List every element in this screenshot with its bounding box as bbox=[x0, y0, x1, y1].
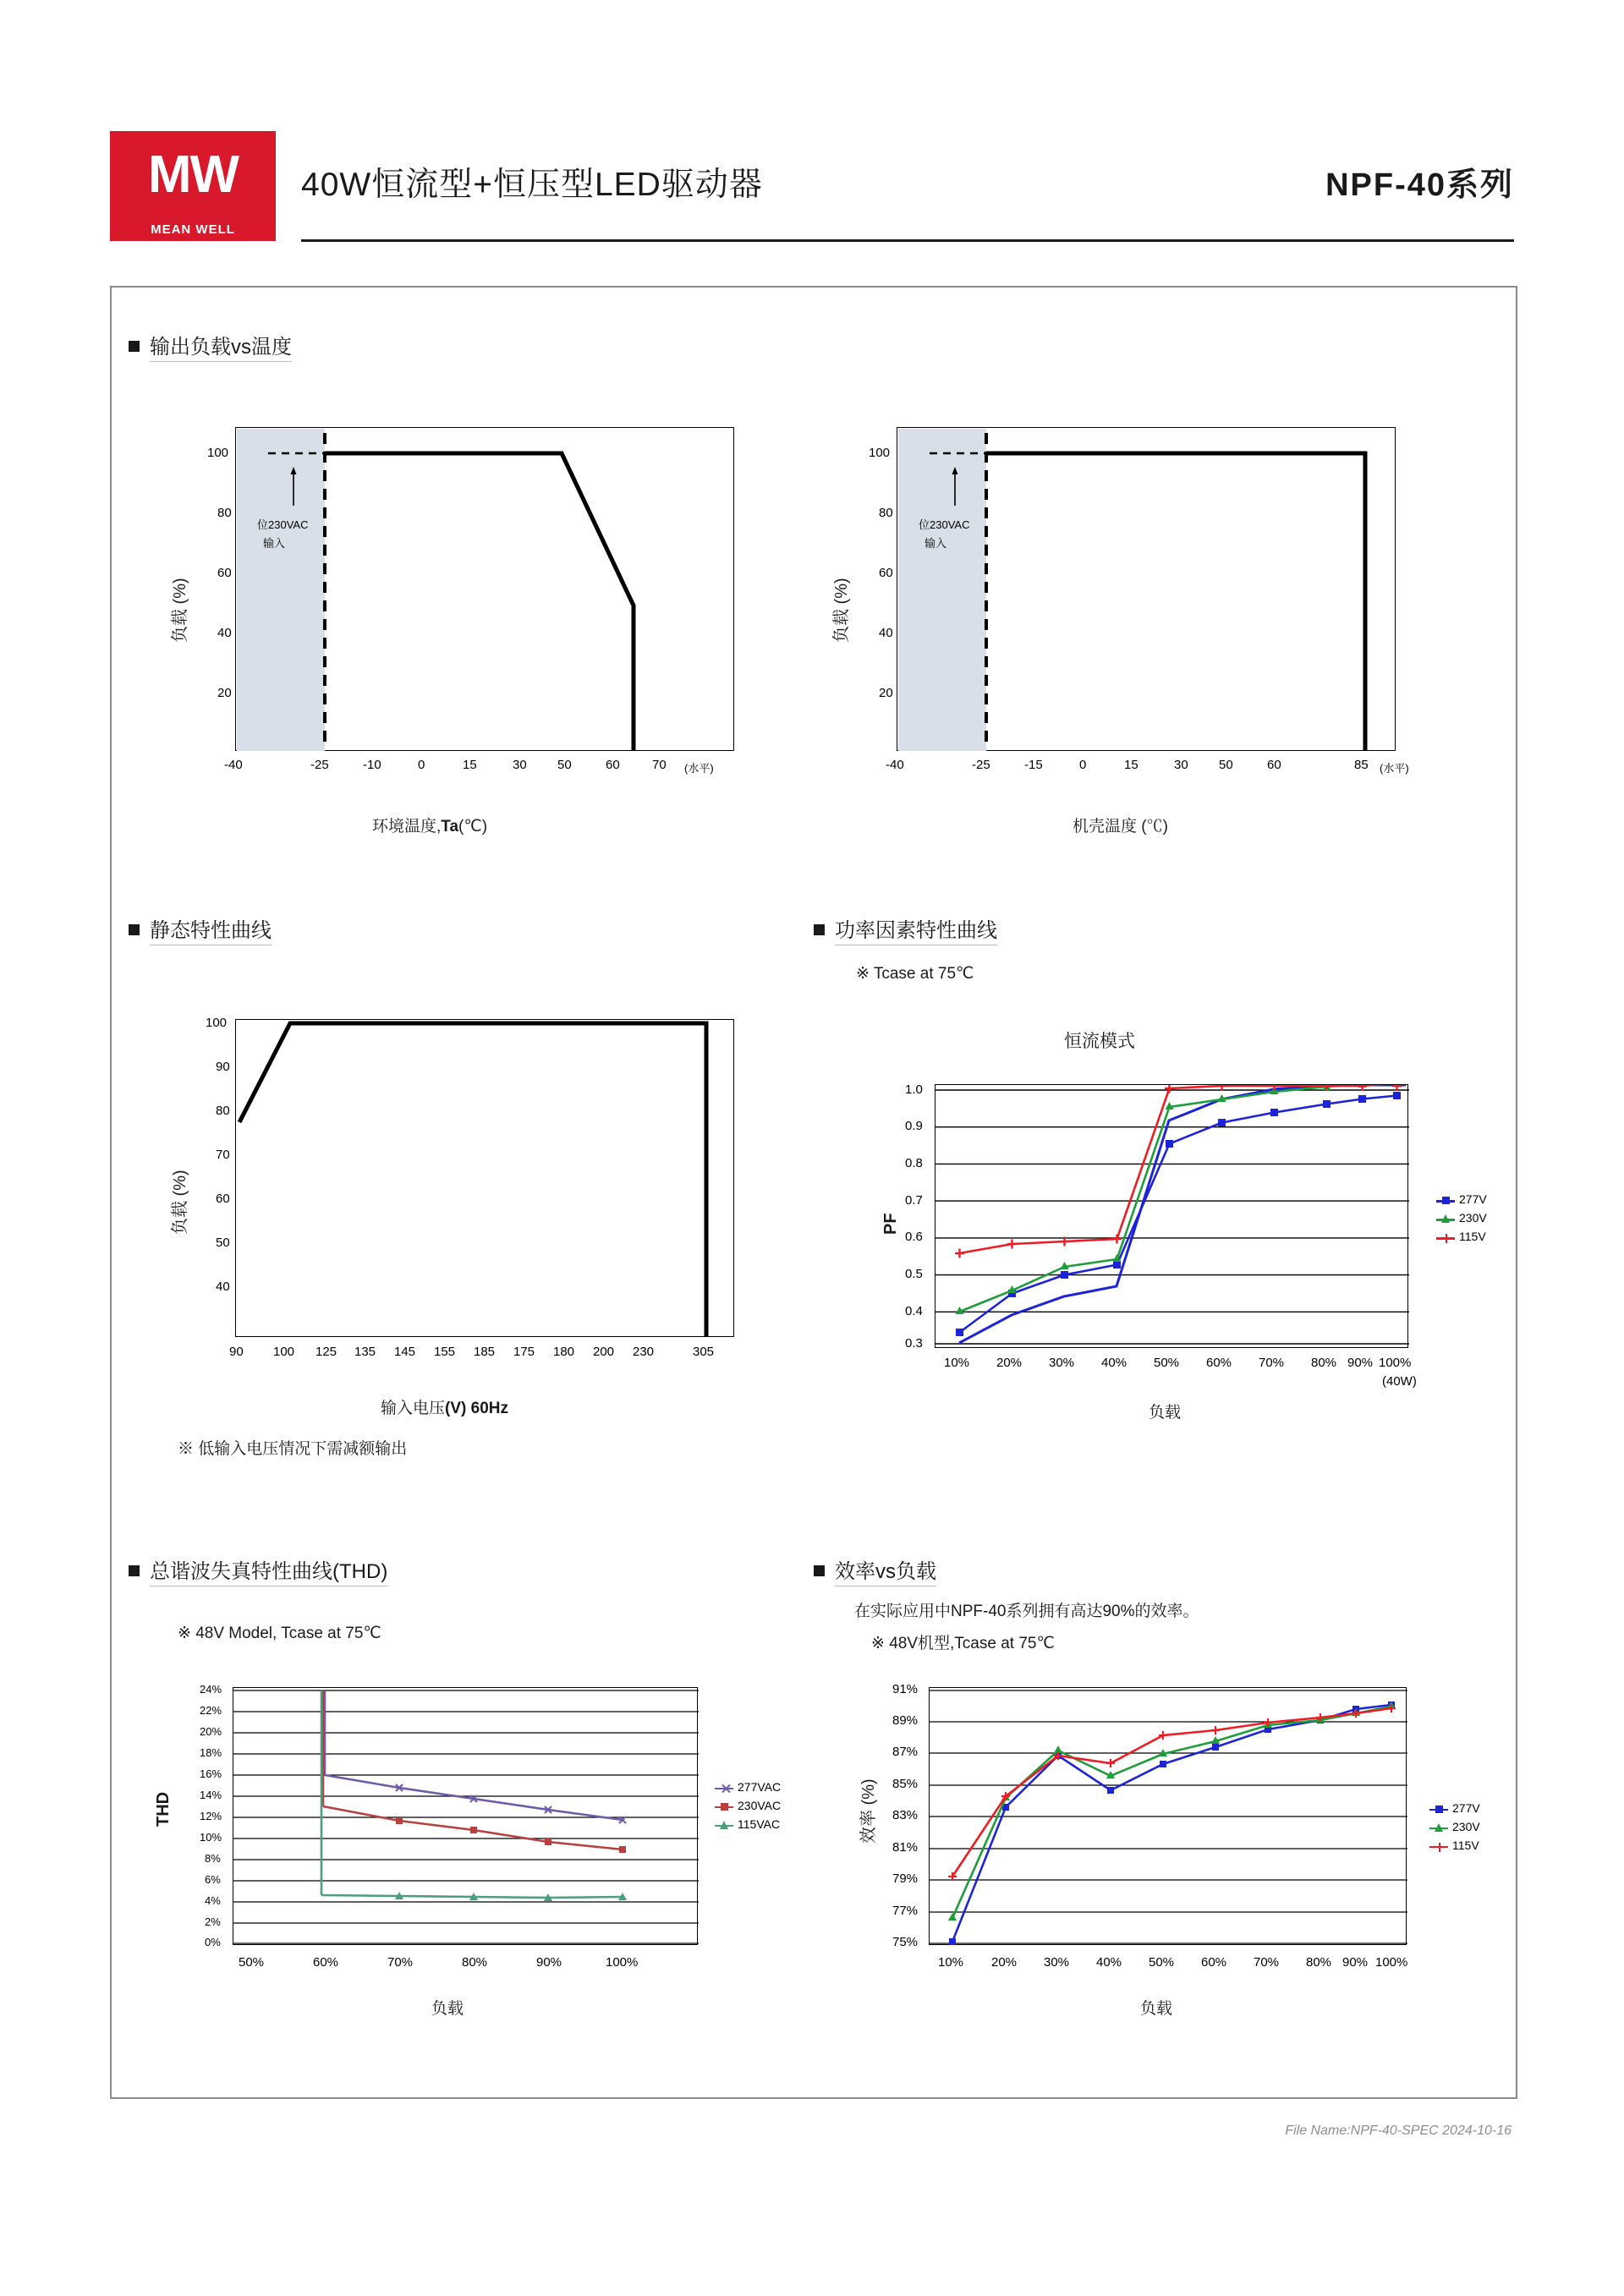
xtick: -25 bbox=[310, 758, 329, 772]
section-label: 功率因素特性曲线 bbox=[835, 919, 997, 945]
note-efficiency-text: 在实际应用中NPF-40系列拥有高达90%的效率。 bbox=[854, 1603, 1199, 1620]
xtick: 30 bbox=[1174, 758, 1188, 772]
note-thd-model: ※ 48V Model, Tcase at 75℃ bbox=[178, 1625, 381, 1642]
page-title: 40W恒流型+恒压型LED驱动器 bbox=[301, 167, 763, 203]
xtick: 135 bbox=[354, 1345, 376, 1359]
ytick: 0.5 bbox=[905, 1267, 923, 1281]
xtick: 90 bbox=[229, 1345, 244, 1359]
section-label: 效率vs负载 bbox=[835, 1560, 936, 1586]
xtick: 10% bbox=[944, 1356, 970, 1370]
thd-xlabel: 负载 bbox=[431, 2000, 464, 2018]
chart-ambient-temp-derating bbox=[207, 427, 734, 775]
ytick: 18% bbox=[200, 1746, 222, 1759]
chart1-xlabel-bold: Ta bbox=[441, 818, 459, 836]
xtick: 60% bbox=[1201, 1955, 1227, 1970]
xtick: 100% bbox=[1375, 1955, 1408, 1970]
ytick: 60 bbox=[216, 1192, 230, 1206]
section-label: 总谐波失真特性曲线(THD) bbox=[150, 1560, 387, 1586]
chart-efficiency bbox=[892, 1682, 1408, 1970]
ytick: 8% bbox=[205, 1852, 221, 1865]
xtick: 175 bbox=[513, 1345, 535, 1359]
ytick: 90 bbox=[216, 1060, 230, 1074]
legend-marker-230v bbox=[1429, 1823, 1448, 1833]
ytick: 4% bbox=[205, 1894, 221, 1907]
ytick: 50 bbox=[216, 1236, 230, 1250]
section-heading-static-curve bbox=[129, 913, 272, 943]
xtick: -10 bbox=[363, 758, 381, 772]
ytick: 12% bbox=[200, 1810, 222, 1822]
xtick: 200 bbox=[593, 1345, 615, 1359]
xtick: 50% bbox=[1154, 1356, 1180, 1370]
ytick: 100 bbox=[207, 446, 229, 460]
ytick: 24% bbox=[200, 1683, 222, 1696]
inline-note-input: 输入 bbox=[924, 537, 947, 550]
xtick: 60% bbox=[1206, 1356, 1232, 1370]
logo-mw-text: MW bbox=[147, 145, 239, 204]
ytick: 100 bbox=[206, 1016, 228, 1030]
derating-curve bbox=[236, 428, 735, 752]
efficiency-ylabel: 效率 (%) bbox=[859, 1778, 878, 1844]
xtick: 40% bbox=[1101, 1356, 1127, 1370]
xtick: 50 bbox=[557, 758, 572, 772]
efficiency-legend bbox=[1429, 1801, 1480, 1857]
ytick: 80 bbox=[217, 506, 232, 520]
xtick: 60 bbox=[606, 758, 620, 772]
xtick: 100 bbox=[273, 1345, 295, 1359]
ytick: 75% bbox=[892, 1935, 919, 1949]
xtick: 305 bbox=[693, 1345, 715, 1359]
bullet-icon bbox=[129, 1565, 140, 1576]
xtick: 30% bbox=[1044, 1955, 1070, 1970]
chart2-ylabel: 负载 (%) bbox=[832, 578, 851, 643]
legend-label: 115V bbox=[1459, 1230, 1486, 1243]
xtick: 80% bbox=[462, 1955, 488, 1970]
ytick: 40 bbox=[217, 626, 232, 640]
static-curve bbox=[236, 1020, 735, 1338]
bullet-icon bbox=[814, 924, 825, 935]
note-low-input: ※ 低输入电压情况下需减额输出 bbox=[178, 1440, 408, 1458]
note-tcase75: ※ Tcase at 75℃ bbox=[856, 965, 974, 983]
xtick: 50% bbox=[239, 1955, 265, 1970]
xtick: -15 bbox=[1024, 758, 1043, 772]
legend-marker-230v bbox=[1436, 1214, 1455, 1225]
thd-legend bbox=[715, 1780, 781, 1836]
ytick: 60 bbox=[217, 566, 232, 580]
xtick: 125 bbox=[315, 1345, 337, 1359]
ytick: 20 bbox=[217, 686, 232, 700]
section-heading-load-vs-temp bbox=[129, 330, 292, 359]
ytick: 0.4 bbox=[905, 1304, 923, 1318]
chart1-xlabel-unit: (℃) bbox=[458, 818, 488, 836]
chart3-xlabel-bold: (V) 60Hz bbox=[445, 1400, 508, 1417]
legend-item bbox=[1429, 1838, 1480, 1857]
xtick: 230 bbox=[633, 1345, 655, 1359]
bullet-icon bbox=[129, 924, 140, 935]
xtick: 15 bbox=[463, 758, 477, 772]
efficiency-curve bbox=[930, 1688, 1407, 1946]
ytick: 79% bbox=[892, 1871, 919, 1886]
chart3-ylabel: 负载 (%) bbox=[171, 1170, 189, 1235]
note-efficiency-model: ※ 48V机型,Tcase at 75℃ bbox=[871, 1635, 1055, 1652]
ytick: 40 bbox=[216, 1280, 230, 1294]
ytick: 91% bbox=[892, 1682, 919, 1696]
inline-note-input: 输入 bbox=[263, 537, 286, 550]
xaxis-horizontal-note: (水平) bbox=[684, 762, 714, 775]
meanwell-logo bbox=[110, 131, 276, 241]
section-label: 静态特性曲线 bbox=[150, 919, 272, 945]
xtick: 85 bbox=[1354, 758, 1369, 772]
section-label: 输出负载vs温度 bbox=[150, 336, 292, 362]
ytick: 20% bbox=[200, 1725, 222, 1738]
ytick: 80 bbox=[216, 1104, 230, 1118]
section-heading-pf-curve bbox=[814, 913, 997, 943]
xtick: 80% bbox=[1311, 1356, 1337, 1370]
xtick: 70 bbox=[652, 758, 667, 772]
chart3-xlabel bbox=[381, 1395, 508, 1418]
xtick: 10% bbox=[938, 1955, 964, 1970]
bullet-icon bbox=[129, 341, 140, 352]
legend-label: 230VAC bbox=[738, 1799, 782, 1812]
footer-file-name: File Name:NPF-40-SPEC 2024-10-16 bbox=[1285, 2123, 1512, 2138]
xtick: 50% bbox=[1149, 1955, 1175, 1970]
section-heading-efficiency bbox=[814, 1554, 936, 1584]
ytick: 22% bbox=[200, 1704, 222, 1717]
thd-ylabel: THD bbox=[154, 1791, 173, 1827]
ytick: 0.8 bbox=[905, 1156, 923, 1170]
xtick-sub: (40W) bbox=[1382, 1374, 1417, 1389]
legend-marker-277vac bbox=[715, 1784, 733, 1794]
xtick: 180 bbox=[553, 1345, 575, 1359]
xtick: 90% bbox=[1347, 1356, 1374, 1370]
legend-item bbox=[715, 1817, 781, 1836]
xaxis-horizontal-note: (水平) bbox=[1380, 762, 1409, 775]
ytick: 10% bbox=[200, 1831, 222, 1844]
legend-item bbox=[1436, 1211, 1487, 1230]
xtick: 90% bbox=[536, 1955, 562, 1970]
xtick: 30 bbox=[513, 758, 527, 772]
legend-marker-115vac bbox=[715, 1821, 733, 1831]
xtick: 60 bbox=[1267, 758, 1281, 772]
xtick: 100% bbox=[1379, 1356, 1412, 1370]
inline-note-230vac: 位230VAC bbox=[919, 518, 970, 531]
legend-label: 230V bbox=[1459, 1211, 1487, 1225]
legend-label: 115V bbox=[1452, 1838, 1479, 1852]
legend-marker-115v bbox=[1429, 1842, 1448, 1852]
derating-curve bbox=[897, 428, 1396, 752]
ytick: 0.3 bbox=[905, 1336, 923, 1351]
logo-block bbox=[110, 131, 276, 219]
chart1-ylabel: 负载 (%) bbox=[171, 578, 189, 643]
ytick: 70 bbox=[216, 1148, 230, 1162]
legend-marker-277v bbox=[1429, 1805, 1448, 1815]
section-heading-thd bbox=[129, 1554, 387, 1584]
logo-brand-name: MEAN WELL bbox=[110, 219, 276, 241]
pf-legend bbox=[1436, 1192, 1487, 1248]
xtick: 20% bbox=[991, 1955, 1018, 1970]
legend-marker-277v bbox=[1436, 1196, 1455, 1206]
legend-item bbox=[1429, 1801, 1480, 1820]
ytick: 0.6 bbox=[905, 1230, 923, 1244]
xtick: -40 bbox=[224, 758, 243, 772]
ytick: 100 bbox=[869, 446, 891, 460]
legend-item bbox=[1436, 1192, 1487, 1211]
page-header bbox=[110, 131, 1514, 241]
ytick: 83% bbox=[892, 1808, 919, 1822]
ytick: 14% bbox=[200, 1789, 222, 1801]
chart-power-factor bbox=[905, 1082, 1417, 1389]
xtick: 70% bbox=[387, 1955, 414, 1970]
ytick: 20 bbox=[879, 686, 893, 700]
xtick: 155 bbox=[434, 1345, 456, 1359]
chart1-xlabel-plain: 环境温度, bbox=[372, 818, 442, 836]
efficiency-xlabel: 负载 bbox=[1140, 2000, 1173, 2018]
xtick: 70% bbox=[1259, 1356, 1285, 1370]
ytick: 87% bbox=[892, 1745, 919, 1759]
chart-static-characteristic bbox=[206, 1016, 734, 1359]
ytick: 89% bbox=[892, 1713, 919, 1728]
pf-xlabel: 负载 bbox=[1149, 1404, 1182, 1422]
ytick: 81% bbox=[892, 1840, 919, 1855]
ytick: 0% bbox=[205, 1936, 221, 1948]
legend-item bbox=[715, 1799, 781, 1817]
pf-chart-title: 恒流模式 bbox=[1064, 1032, 1135, 1051]
chart-case-temp-derating bbox=[869, 427, 1409, 775]
inline-note-230vac: 位230VAC bbox=[257, 518, 309, 531]
ytick: 1.0 bbox=[905, 1082, 923, 1097]
xtick: -25 bbox=[972, 758, 990, 772]
legend-item bbox=[715, 1780, 781, 1799]
xtick: -40 bbox=[886, 758, 904, 772]
pf-ylabel: PF bbox=[881, 1213, 900, 1235]
legend-marker-230vac bbox=[715, 1802, 733, 1812]
ytick: 80 bbox=[879, 506, 893, 520]
legend-label: 277VAC bbox=[738, 1780, 782, 1794]
chart1-xlabel bbox=[372, 814, 487, 836]
xtick: 70% bbox=[1254, 1955, 1280, 1970]
ytick: 2% bbox=[205, 1915, 221, 1928]
xtick: 0 bbox=[1079, 758, 1087, 772]
legend-label: 277V bbox=[1459, 1192, 1487, 1206]
xtick: 30% bbox=[1049, 1356, 1075, 1370]
xtick: 100% bbox=[606, 1955, 639, 1970]
ytick: 85% bbox=[892, 1777, 919, 1791]
bullet-icon bbox=[814, 1565, 825, 1576]
pf-curve bbox=[935, 1085, 1409, 1349]
chart3-xlabel-plain: 输入电压 bbox=[381, 1400, 446, 1417]
ytick: 16% bbox=[200, 1767, 222, 1780]
thd-curve bbox=[233, 1688, 699, 1946]
ytick: 0.9 bbox=[905, 1119, 923, 1133]
chart-thd bbox=[200, 1683, 698, 1970]
xtick: 20% bbox=[996, 1356, 1023, 1370]
xtick: 50 bbox=[1219, 758, 1233, 772]
ytick: 77% bbox=[892, 1904, 919, 1918]
legend-label: 230V bbox=[1452, 1820, 1480, 1833]
series-title: NPF-40系列 bbox=[1325, 167, 1514, 203]
ytick: 0.7 bbox=[905, 1193, 923, 1208]
xtick: 60% bbox=[313, 1955, 339, 1970]
header-divider bbox=[301, 239, 1514, 242]
chart2-xlabel: 机壳温度 (℃) bbox=[1073, 818, 1168, 836]
xtick: 15 bbox=[1124, 758, 1138, 772]
legend-label: 115VAC bbox=[738, 1817, 781, 1831]
legend-label: 277V bbox=[1452, 1801, 1480, 1815]
xtick: 90% bbox=[1342, 1955, 1369, 1970]
legend-marker-115v bbox=[1436, 1233, 1455, 1243]
xtick: 40% bbox=[1096, 1955, 1122, 1970]
ytick: 60 bbox=[879, 566, 893, 580]
legend-item bbox=[1429, 1820, 1480, 1838]
xtick: 185 bbox=[474, 1345, 496, 1359]
xtick: 0 bbox=[418, 758, 425, 772]
xtick: 80% bbox=[1306, 1955, 1332, 1970]
legend-item bbox=[1436, 1230, 1487, 1248]
ytick: 40 bbox=[879, 626, 893, 640]
ytick: 6% bbox=[205, 1873, 221, 1886]
xtick: 145 bbox=[394, 1345, 416, 1359]
